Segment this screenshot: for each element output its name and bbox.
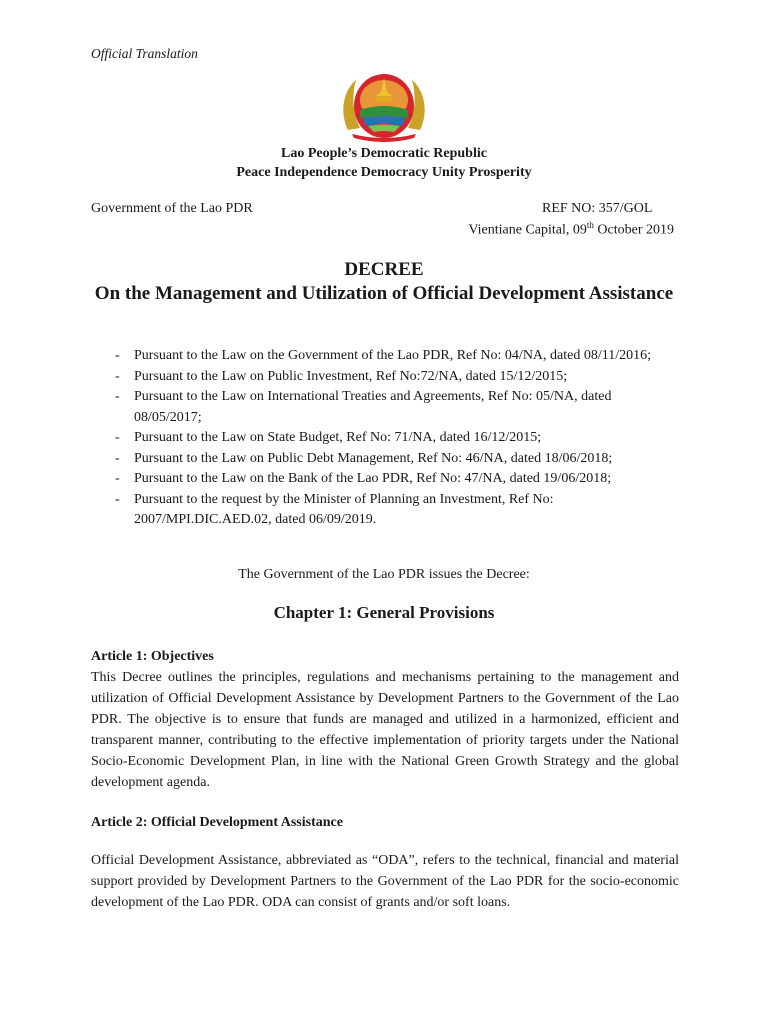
list-item: - Pursuant to the Law on Public Investment, Ref No:72/NA, dated 15/12/2015; [115, 368, 568, 384]
list-item: - Pursuant to the request by the Minister of Planning an Investment, Ref No: 2007/MPI.DIC.AED.02, dated 06/09/2019. [115, 491, 554, 527]
country-name: Lao People’s Democratic Republic [281, 146, 487, 161]
article-2-title: Article 2: Official Development Assistance [91, 815, 343, 830]
reference-number: REF NO: 357/GOL [542, 201, 653, 216]
article-2-text: Official Development Assistance, abbreviated as “ODA”, refers to the technical, financial and material support provided by Development Partners to the Government of the Lao PDR for the socio-economic development of the Lao PDR. ODA can consist of grants and/or soft loans. [91, 853, 679, 910]
issues-statement: The Government of the Lao PDR issues the Decree: [238, 567, 530, 582]
list-item: - Pursuant to the Law on Public Debt Management, Ref No: 46/NA, dated 18/06/2018; [115, 450, 613, 466]
date-ordinal: th [586, 220, 594, 230]
official-translation-label: Official Translation [91, 46, 198, 61]
list-item: - Pursuant to the Law on International Treaties and Agreements, Ref No: 05/NA, dated 08/05/2017; [115, 389, 612, 425]
national-motto: Peace Independence Democracy Unity Prosperity [236, 165, 532, 180]
pursuant-list [91, 346, 681, 531]
lao-national-emblem-icon [338, 70, 430, 142]
article-1-title: Article 1: Objectives [91, 649, 214, 664]
date-suffix: October 2019 [593, 222, 674, 238]
article-1-text: This Decree outlines the principles, regulations and mechanisms pertaining to the management and utilization of Official Development Assistance by Development Partners to the Government of the Lao PDR. The objective is to ensure that funds are managed and utilized in a harmonized, efficient and transparent manner, contributing to the effective implementation of priority targets under the National Socio-Economic Development Plan, in line with the National Green Growth Strategy and the global development agenda. [91, 670, 679, 790]
list-item: - Pursuant to the Law on State Budget, Ref No: 71/NA, dated 16/12/2015; [115, 430, 542, 445]
place-and-date [468, 220, 674, 239]
issuer-name: Government of the Lao PDR [91, 201, 253, 216]
date-prefix: Vientiane Capital, 09 [468, 222, 587, 238]
decree-heading: DECREE [344, 259, 424, 280]
document-header [0, 144, 768, 182]
list-item: - Pursuant to the Law on the Bank of the Lao PDR, Ref No: 47/NA, dated 19/06/2018; [115, 471, 612, 486]
chapter-heading: Chapter 1: General Provisions [273, 603, 495, 622]
list-item: - Pursuant to the Law on the Government of the Lao PDR, Ref No: 04/NA, dated 08/11/2016; [115, 348, 652, 363]
decree-title: On the Management and Utilization of Official Development Assistance [94, 283, 674, 304]
